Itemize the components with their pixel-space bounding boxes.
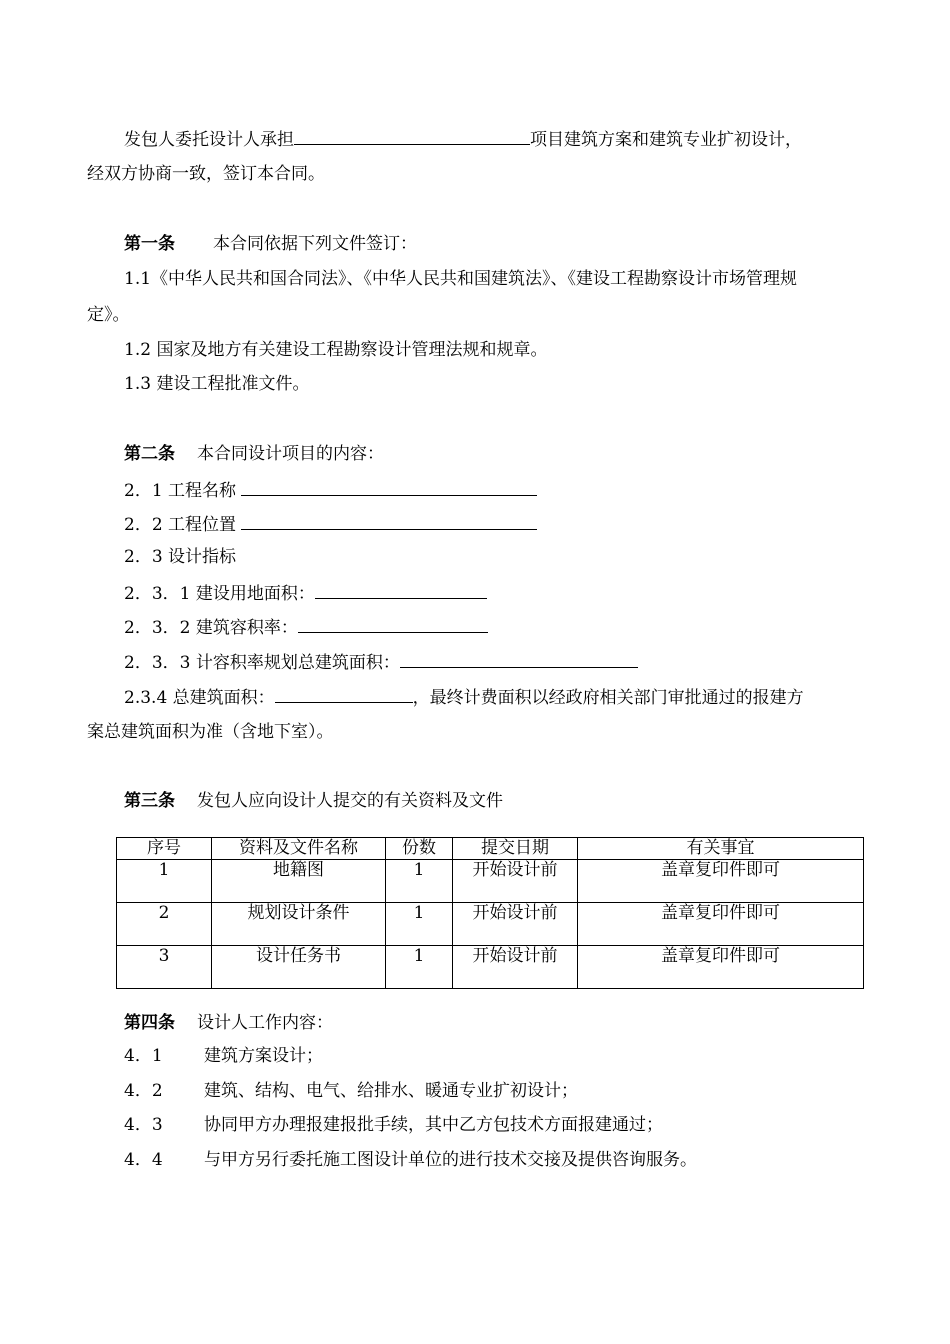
project-location-blank [241,511,537,530]
total-area-blank [275,684,413,703]
article2-item-label: 2．3．1 建设用地面积： [124,584,315,604]
cell-copies: 1 [386,946,453,989]
cell-file-name: 规划设计条件 [212,903,386,946]
article4-item-text: 协同甲方办理报建报批手续，其中乙方包技术方面报建通过； [204,1115,663,1135]
article1-item-2: 1.2 国家及地方有关建设工程勘察设计管理法规和规章。 [124,340,548,360]
article1-item-1-cont: 定》。 [87,305,130,325]
files-table [116,837,864,989]
cell-index: 1 [117,860,212,903]
header-notes: 有关事宜 [578,838,864,860]
cell-index: 2 [117,903,212,946]
article4-item-text: 与甲方另行委托施工图设计单位的进行技术交接及提供咨询服务。 [204,1150,697,1170]
cell-date: 开始设计前 [453,946,578,989]
project-name-field-blank [241,477,537,496]
cell-notes: 盖章复印件即可 [578,860,864,903]
article2-item-label: 2．3．2 建筑容积率： [124,618,298,638]
article2-item-land-area [124,580,487,606]
article1-heading-text: 本合同依据下列文件签订： [213,234,417,254]
article2-item-label: 2．1 工程名称 [124,481,237,501]
article4-heading-text: 设计人工作内容： [197,1013,333,1033]
article4-item-num: 4．3 [124,1115,163,1135]
cell-date: 开始设计前 [453,903,578,946]
article2-item-project-location [124,511,537,537]
article2-item-plot-ratio [124,614,488,640]
intro-text-2: 项目建筑方案和建筑专业扩初设计， [530,130,802,150]
total-area-label: 2.3.4 总建筑面积： [124,688,275,708]
intro-line-1 [124,126,802,152]
header-copies: 份数 [386,838,453,860]
article3-heading [124,789,503,813]
article4-item-num: 4．4 [124,1150,163,1170]
cell-notes: 盖章复印件即可 [578,903,864,946]
intro-text-1: 发包人委托设计人承担 [124,130,294,150]
article4-item [124,1044,323,1068]
article2-title: 第二条 [124,444,175,464]
article4-item [124,1079,578,1103]
cell-copies: 1 [386,860,453,903]
article2-heading-text: 本合同设计项目的内容： [197,444,384,464]
table-header-row [117,838,864,860]
article1-heading [124,232,417,256]
cell-copies: 1 [386,903,453,946]
article4-item-text: 建筑方案设计； [204,1046,323,1066]
article1-item-3: 1.3 建设工程批准文件。 [124,374,310,394]
article2-item-design-index: 2．3 设计指标 [124,547,237,567]
article2-item-planned-area [124,649,638,675]
article2-item-project-name [124,477,537,503]
header-date: 提交日期 [453,838,578,860]
article4-item-num: 4．1 [124,1046,163,1066]
article4-item [124,1148,697,1172]
table-row [117,903,864,946]
cell-date: 开始设计前 [453,860,578,903]
land-area-blank [315,580,487,599]
intro-line-2: 经双方协商一致，签订本合同。 [87,164,325,184]
table-row [117,946,864,989]
article3-title: 第三条 [124,791,175,811]
article4-heading [124,1011,333,1035]
article4-item-num: 4．2 [124,1081,163,1101]
plot-ratio-blank [298,614,488,633]
article1-item-1: 1.1《中华人民共和国合同法》、《中华人民共和国建筑法》、《建设工程勘察设计市场管理规 [124,269,798,289]
article2-item-total-area [124,684,804,710]
article4-title: 第四条 [124,1013,175,1033]
project-name-blank [294,126,530,145]
cell-file-name: 地籍图 [212,860,386,903]
cell-file-name: 设计任务书 [212,946,386,989]
planned-area-blank [400,649,638,668]
article3-heading-text: 发包人应向设计人提交的有关资料及文件 [197,791,503,811]
cell-notes: 盖章复印件即可 [578,946,864,989]
article2-item-label: 2．2 工程位置 [124,515,237,535]
article4-item-text: 建筑、结构、电气、给排水、暖通专业扩初设计； [204,1081,578,1101]
article2-item-label: 2．3．3 计容积率规划总建筑面积： [124,653,400,673]
header-file-name: 资料及文件名称 [212,838,386,860]
article1-title: 第一条 [124,234,175,254]
article4-item [124,1113,663,1137]
article2-heading [124,442,384,466]
article2-item-total-area-cont: 案总建筑面积为准（含地下室）。 [87,722,334,742]
header-index: 序号 [117,838,212,860]
cell-index: 3 [117,946,212,989]
total-area-text: ，最终计费面积以经政府相关部门审批通过的报建方 [412,688,804,708]
table-row [117,860,864,903]
